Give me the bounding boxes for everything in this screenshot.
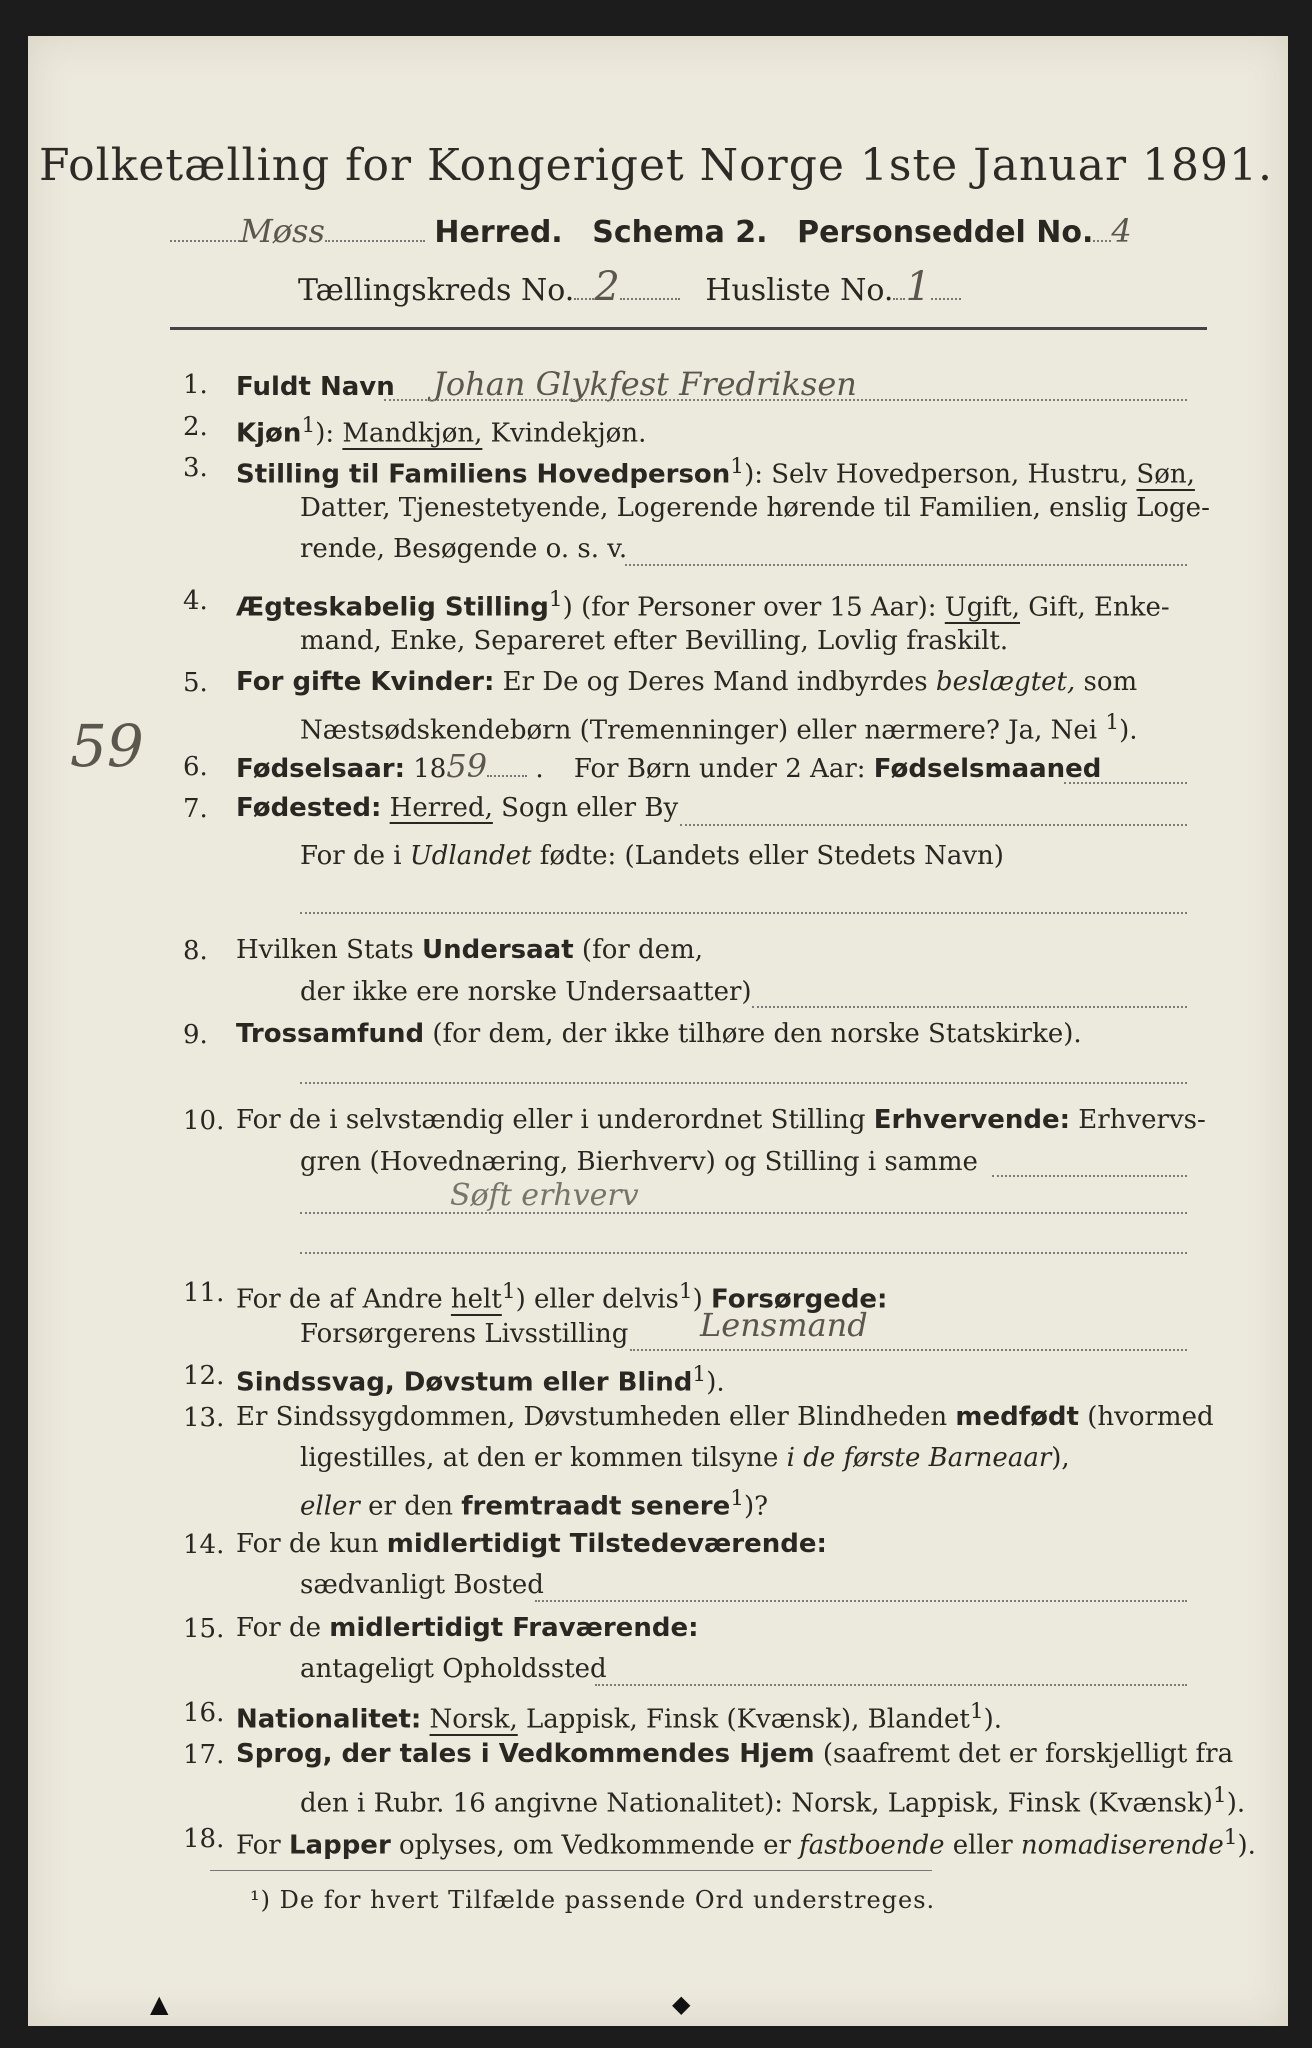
item-18-mid-2: eller [952,1830,1013,1861]
item-5-line-2: Næstsødskendebørn (Tremenninger) eller nærmere? Ja, Nei $^1$). [300,710,1138,746]
item-16-row: Nationalitet: Norsk, Lappisk, Finsk (Kvænsk), Blandet$^1$). [236,1699,1003,1735]
item-6-year-prefix: 18 [413,754,447,784]
item-6-text: For Børn under 2 Aar: [573,754,866,784]
schema-label: Schema 2. [592,215,768,250]
item-2-sup: 1 [301,413,316,438]
item-4-options-rest: Gift, Enke- [1028,592,1170,623]
item-15-fill-line [595,1682,1187,1686]
item-3-line-1: Stilling til Familiens Hovedperson$^1$): Selv Hovedperson, Hustru, Søn, [236,454,1195,490]
personseddel-dots [1093,216,1111,242]
item-3-number: 3. [183,453,208,483]
item-2-option-kvindekjon: Kvindekjøn. [490,418,647,449]
item-10-number: 10. [183,1106,225,1136]
item-5-line-1 [236,662,1212,702]
item-18-row: For Lapper oplyses, om Vedkommende er fastboende eller nomadiserende$^1$ [236,1825,1238,1861]
item-14-pre: For de kun [236,1529,379,1559]
item-17-number: 17. [183,1740,225,1770]
husliste-value: 1 [905,264,931,310]
kreds-value: 2 [594,264,620,310]
item-2-label: Kjøn [236,418,302,449]
item-17-line-1 [236,1734,1234,1774]
bottom-mark-center: ◆ [672,1990,691,2018]
item-13-label-2: fremtraadt senere [461,1491,731,1522]
item-3-line-2: Datter, Tjenestetyende, Logerende hørende til Familien, enslig Loge- [300,493,1210,523]
item-9-text: (for dem, der ikke tilhøre den norske Statskirke). [432,1019,1082,1049]
header-line-herred [170,212,1190,256]
item-8-label: Undersaat [421,935,574,965]
item-18-italic-2: nomadiserende [1020,1830,1224,1861]
item-8-number: 8. [183,936,208,966]
item-4-label: Ægteskabelig Stilling [236,592,549,623]
husliste-dots [893,274,905,300]
item-17-line-2: den i Rubr. 16 angivne Nationalitet): Norsk, Lappisk, Finsk (Kvænsk)$^1$ [300,1783,1227,1819]
item-11-line-1: For de af Andre helt$^1$) eller delvis$^1$) Forsørgede: [236,1279,888,1315]
item-6-label: Fødselsaar: [236,754,405,784]
item-1-number: 1. [183,370,208,400]
item-11-pre: For de af Andre [236,1284,443,1315]
item-15-line-1 [236,1608,1212,1648]
item-10-pre: For de i selvstændig eller i underordnet Stilling [236,1105,866,1135]
item-3-options: Selv Hovedperson, Hustru, [771,459,1129,490]
item-15-number: 15. [183,1614,225,1644]
husliste-trailing-dots [931,274,961,300]
item-5-italic: beslægtet, [935,667,1076,697]
kreds-dots [574,274,594,300]
item-7-line-2-pre: For de i [300,841,402,871]
item-5-som: som [1083,667,1138,697]
item-18-pre: For [236,1830,281,1861]
item-4-line-1: Ægteskabelig Stilling$^1$) (for Personer over 15 Aar): Ugift, Gift, Enke- [236,587,1170,623]
item-5-question: Er De og Deres Mand indbyrdes [502,667,928,697]
item-13-pre: Er Sindssygdommen, Døvstumheden eller Blindheden [236,1402,948,1432]
item-17-post: (saafremt det er forskjelligt fra [822,1739,1234,1769]
item-18-label: Lapper [288,1830,391,1861]
item-5-line-2-text: Næstsødskendebørn (Tremenninger) eller nærmere? Ja, Nei [300,715,1098,746]
item-1-value: Johan Glykfest Fredriksen [433,365,857,403]
item-8-post: (for dem, [581,935,703,965]
item-12-number: 12. [183,1361,225,1391]
item-1-label: Fuldt Navn [236,372,395,402]
bottom-mark-left: ▲ [150,1990,169,2018]
personseddel-value: 4 [1111,212,1132,250]
item-10-post: Erhvervs- [1078,1105,1206,1135]
item-2-number: 2. [183,412,208,442]
item-16-number: 16. [183,1698,225,1728]
herred-handwritten: Møss [240,212,325,250]
herred-label: Herred. [434,215,563,250]
item-14-number: 14. [183,1530,225,1560]
item-10-line-1 [236,1100,1212,1140]
item-8-fill-line [752,1004,1187,1008]
item-8-line-1 [236,930,1212,970]
item-14-fill-line [535,1598,1187,1602]
item-7-line-2-post: fødte: (Landets eller Stedets Navn) [539,841,1004,871]
item-3-line-3: rende, Besøgende o. s. v. [300,534,628,564]
item-7-label: Fødested: [236,793,382,823]
item-16-option-norsk: Norsk, [429,1704,518,1735]
item-6-number: 6. [183,752,208,782]
item-3-label: Stilling til Familiens Hovedperson [236,459,731,490]
item-13-line-3: eller er den fremtraadt senere$^1$)? [300,1486,769,1522]
item-12-label: Sindssvag, Døvstum eller Blind [236,1367,693,1398]
footnote: ¹) De for hvert Tilfælde passende Ord understreges. [250,1886,936,1914]
item-7-fill-line-2 [300,910,1187,914]
item-14-label: midlertidigt Tilstedeværende: [386,1529,827,1559]
item-9-row [236,1014,1212,1054]
item-15-line-2: antageligt Opholdssted [300,1654,607,1684]
item-4-option-ugift: Ugift, [944,592,1021,623]
item-10-value: Søft erhverv [450,1178,639,1213]
item-17-line-2-text: den i Rubr. 16 angivne Nationalitet): Norsk, Lappisk, Finsk (Kvænsk) [300,1788,1213,1819]
item-3-option-son: Søn, [1136,459,1195,490]
item-10-label: Erhvervende: [873,1105,1071,1135]
item-11-mid: eller delvis [534,1284,679,1315]
item-13-label: medfødt [955,1402,1079,1432]
item-15-label: midlertidigt Fraværende: [329,1613,699,1643]
item-4-number: 4. [183,586,208,616]
item-9-label: Trossamfund [236,1019,425,1049]
item-2-row: Kjøn$^1$): Mandkjøn, Kvindekjøn. [236,413,647,449]
item-11-label: Forsørgede: [711,1284,888,1315]
item-11-option-helt: helt [450,1284,502,1315]
item-18-mid: oplyses, om Vedkommende er [399,1830,791,1861]
item-11-value: Lensmand [700,1306,868,1344]
item-14-line-1 [236,1524,1212,1564]
item-7-line-2-italic: Udlandet [409,841,532,871]
item-10-fill-line-3 [300,1250,1187,1254]
item-7-number: 7. [183,794,208,824]
item-13-line-3-pre: er den [368,1491,453,1522]
item-7-options: Sogn eller By [501,793,679,823]
header-line-kreds [298,264,1098,308]
item-10-line-2: gren (Hovednæring, Bierhverv) og Stilling i samme [300,1147,978,1177]
item-14-line-2: sædvanligt Bosted [300,1570,544,1600]
item-4-line-2: mand, Enke, Separeret efter Bevilling, Lovlig fraskilt. [300,626,1009,656]
item-6-row: Fødselsaar: 1859 . For Børn under 2 Aar: Fødselsmaaned [236,747,1102,785]
item-7-line-2 [300,836,1212,876]
item-13-post: (hvormed [1087,1402,1214,1432]
item-11-line-2: Forsørgerens Livsstilling [300,1319,629,1349]
item-3-fill-line [625,562,1187,566]
item-11-number: 11. [183,1278,225,1308]
herred-leader-dots [170,216,240,242]
item-6-year-dots [487,751,527,777]
item-12-row: Sindssvag, Døvstum eller Blind$^1$). [236,1362,725,1398]
item-10-fill-line [992,1173,1187,1177]
item-13-number: 13. [183,1403,225,1433]
form-title: Folketælling for Kongeriget Norge 1ste Januar 1891. [39,140,1273,191]
herred-trailing-dots [325,216,425,242]
personseddel-label: Personseddel No. [797,215,1094,250]
item-18-italic-1: fastboende [799,1830,945,1861]
item-7-fill-line [680,822,1187,826]
item-11-fill-line [630,1347,1187,1351]
item-2-option-mandkjon: Mandkjøn, [342,418,483,449]
item-16-options: Lappisk, Finsk (Kvænsk), Blandet [526,1704,970,1735]
husliste-label: Husliste No. [705,273,894,308]
item-6-fill-line [1064,780,1187,784]
item-7-option-herred: Herred, [389,793,493,823]
item-13-line-2-italic: i de første Barneaar [786,1443,1052,1473]
header-rule [170,327,1207,330]
item-9-fill-line [300,1080,1187,1084]
item-6-year-value: 59 [446,747,488,785]
item-13-line-2-pre: ligestilles, at den er kommen tilsyne [300,1443,779,1473]
footnote-rule [210,1870,932,1871]
item-8-pre: Hvilken Stats [236,935,414,965]
item-15-pre: For de [236,1613,321,1643]
margin-note: 59 [70,712,144,780]
kreds-label: Tællingskreds No. [298,273,575,308]
item-8-line-2: der ikke ere norske Undersaatter) [300,977,752,1007]
item-1-fill-line [384,397,1187,401]
item-13-line-1 [236,1397,1212,1437]
item-13-line-2: ligestilles, at den er kommen tilsyne i de første Barneaar), [300,1443,1070,1473]
item-6-label-2: Fødselsmaaned [873,754,1102,784]
item-5-number: 5. [183,668,208,698]
item-13-line-3-italic: eller [300,1491,360,1522]
item-17-label: Sprog, der tales i Vedkommendes Hjem [236,1739,815,1769]
kreds-trailing-dots [620,274,680,300]
item-5-label: For gifte Kvinder: [236,667,495,697]
item-18-number: 18. [183,1824,225,1854]
item-16-label: Nationalitet: [236,1704,422,1735]
item-9-number: 9. [183,1020,208,1050]
item-10-fill-line-2 [300,1210,1187,1214]
item-4-qualifier: (for Personer over 15 Aar): [581,592,937,623]
